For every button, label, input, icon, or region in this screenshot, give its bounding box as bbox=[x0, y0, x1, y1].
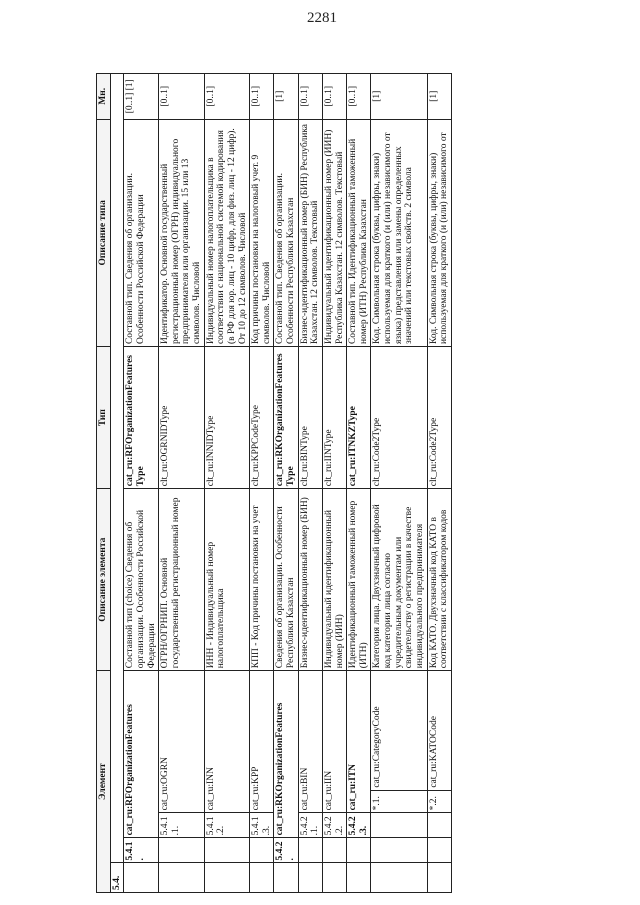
table-row bbox=[274, 74, 298, 893]
element-type: clt_ru:IINType bbox=[322, 347, 346, 489]
indent-cell bbox=[124, 863, 159, 893]
element-description: Составной тип (choice) Сведения об организации. Особенности Российской Федерации bbox=[124, 489, 159, 671]
type-description: Составной тип. Сведения об организации. Особенности Республики Казахстан bbox=[274, 119, 298, 346]
element-description: Сведения об организации. Особенности Республики Казахстан bbox=[274, 489, 298, 671]
element-name: cat_ru:KPP bbox=[250, 671, 274, 813]
element-name: cat_ru:RFOrganizationFeatures bbox=[124, 671, 159, 838]
indent-cell bbox=[204, 863, 250, 893]
row-number: 5.4.2. bbox=[274, 838, 298, 863]
type-description: Составной тип. Идентификационный таможенный номер (ИТН) Республика Казахстан bbox=[347, 119, 371, 346]
document-table-area bbox=[96, 73, 592, 893]
element-name: cat_ru:ITN bbox=[347, 671, 371, 813]
table-row bbox=[347, 74, 371, 893]
element-description: ИНН - Индивидуальный номер налогоплательщика bbox=[204, 489, 250, 671]
indent-cell bbox=[322, 863, 346, 893]
element-description: Категория лица. Двухзначный цифровой код категории лица согласно учредительным документам или свидетельству о регистрации в качестве индивидуального предпринимателя bbox=[371, 489, 427, 671]
row-number: *.1. bbox=[371, 790, 427, 813]
element-type: cat_ru:RKOrganizationFeaturesType bbox=[274, 347, 298, 489]
row-number: 5.4.2.3. bbox=[347, 813, 371, 838]
multiplicity: [0..1] bbox=[204, 74, 250, 120]
type-description: Код причины постановки на налоговый учет. 9 символов. Числовой bbox=[250, 119, 274, 346]
type-description: Код. Символьная строка (буквы, цифры, знаки) используемая для краткого (и (или) независимого от языка) представления или замены определенных значений или текстовых свойств. 2 символа bbox=[371, 119, 427, 346]
table-row bbox=[427, 74, 451, 893]
type-description: Бизнес-идентификационный номер (БИН) Республика Казахстан. 12 символов. Текстовый bbox=[298, 119, 322, 346]
indent-cell bbox=[427, 813, 451, 838]
row-number: 5.4.1.3. bbox=[250, 813, 274, 838]
row-number: 5.4.1. bbox=[124, 838, 159, 863]
indent-cell bbox=[250, 838, 274, 863]
multiplicity: [1] bbox=[427, 74, 451, 120]
row-number: 5.4.1.2. bbox=[204, 813, 250, 838]
table-body bbox=[110, 74, 451, 893]
row-number: 5.4.2.1. bbox=[298, 813, 322, 838]
indent-cell bbox=[322, 838, 346, 863]
element-type: clt_ru:KPPCodeType bbox=[250, 347, 274, 489]
multiplicity: [0..1] bbox=[250, 74, 274, 120]
header-element: Элемент bbox=[97, 671, 111, 893]
table-row bbox=[124, 74, 159, 893]
element-name: cat_ru:IIN bbox=[322, 671, 346, 813]
multiplicity: [0..1] bbox=[322, 74, 346, 120]
header-description: Описание элемента bbox=[97, 489, 111, 671]
element-type: clt_ru:BINType bbox=[298, 347, 322, 489]
element-description: Код КАТО. Двухзначный код КАТО в соответствии с классификатором кодов bbox=[427, 489, 451, 671]
multiplicity: [0..1] bbox=[159, 74, 205, 120]
type-description: Индивидуальный номер налогоплательщика в соответствии с национальной системой кодирования (в РФ для юр. лиц - 10 цифр, для физ. лиц - 12 цифр). От 10 до 12 символов. Числовой bbox=[204, 119, 250, 346]
indent-cell bbox=[298, 863, 322, 893]
table-row bbox=[371, 74, 427, 893]
multiplicity: [1] bbox=[274, 74, 298, 120]
type-description: Идентификатор. Основной государственный регистрационный номер (ОГРН) индивидуального предпринимателя или организации. 15 или 13 символов. Числовой bbox=[159, 119, 205, 346]
table-row bbox=[204, 74, 250, 893]
table-row bbox=[322, 74, 346, 893]
indent-cell bbox=[204, 838, 250, 863]
indent-cell bbox=[371, 838, 427, 863]
indent-cell bbox=[274, 863, 298, 893]
element-type: clt_ru:OGRNIDType bbox=[159, 347, 205, 489]
indent-cell bbox=[250, 863, 274, 893]
indent-cell bbox=[371, 813, 427, 838]
element-description: Индивидуальный идентификационный номер (ИИН) bbox=[322, 489, 346, 671]
rotated-table-wrapper bbox=[96, 73, 592, 893]
element-name: cat_ru:OGRN bbox=[159, 671, 205, 813]
element-name: cat_ru:BIN bbox=[298, 671, 322, 813]
element-description: КПП - Код причины постановки на учет bbox=[250, 489, 274, 671]
table-row bbox=[250, 74, 274, 893]
element-name: cat_ru:KATOCode bbox=[427, 671, 451, 790]
multiplicity: [0..1] [1] bbox=[124, 74, 159, 120]
table-row bbox=[110, 74, 124, 893]
indent-cell bbox=[159, 863, 205, 893]
type-description: Индивидуальный идентификационный номер (ИИН) Республика Казахстан. 12 символов. Текстовый bbox=[322, 119, 346, 346]
header-multiplicity: Мн. bbox=[97, 74, 111, 120]
element-name: cat_ru:RKOrganizationFeatures bbox=[274, 671, 298, 838]
page-number: 2281 bbox=[307, 10, 337, 26]
indent-cell bbox=[298, 838, 322, 863]
element-type: clt_ru:Code2Type bbox=[427, 347, 451, 489]
element-name: cat_ru:CategoryCode bbox=[371, 671, 427, 790]
indent-cell bbox=[427, 838, 451, 863]
type-description: Составной тип. Сведения об организации. Особенности Российской Федерации bbox=[124, 119, 159, 346]
indent-cell bbox=[159, 838, 205, 863]
indent-cell bbox=[427, 863, 451, 893]
indent-cell bbox=[347, 863, 371, 893]
table-header bbox=[97, 74, 111, 893]
elements-table bbox=[96, 73, 452, 893]
element-description: Бизнес-идентификационный номер (БИН) bbox=[298, 489, 322, 671]
multiplicity: [1] bbox=[371, 74, 427, 120]
type-description: Код. Символьная строка (буквы, цифры, знаки) используемая для краткого (и (или) независимого от bbox=[427, 119, 451, 346]
multiplicity: [0..1] bbox=[298, 74, 322, 120]
header-type-description: Описание типа bbox=[97, 119, 111, 346]
row-number: 5.4. bbox=[110, 863, 124, 893]
table-row bbox=[298, 74, 322, 893]
row-number: *.2. bbox=[427, 790, 451, 813]
table-row bbox=[159, 74, 205, 893]
element-type: clt_ru:INNIDType bbox=[204, 347, 250, 489]
multiplicity: [0..1] bbox=[347, 74, 371, 120]
element-description: Идентификационный таможенный номер (ИТН) bbox=[347, 489, 371, 671]
header-type: Тип bbox=[97, 347, 111, 489]
element-description: ОГРН/ОГРНИП. Основной государственный регистрационный номер bbox=[159, 489, 205, 671]
element-name: cat_ru:INN bbox=[204, 671, 250, 813]
element-type: cat_ru:RFOrganizationFeaturesType bbox=[124, 347, 159, 489]
section-filler bbox=[110, 74, 124, 863]
indent-cell bbox=[347, 838, 371, 863]
element-type: clt_ru:Code2Type bbox=[371, 347, 427, 489]
indent-cell bbox=[371, 863, 427, 893]
element-type: cat_ru:ITNKZType bbox=[347, 347, 371, 489]
row-number: 5.4.1.1. bbox=[159, 813, 205, 838]
row-number: 5.4.2.2. bbox=[322, 813, 346, 838]
